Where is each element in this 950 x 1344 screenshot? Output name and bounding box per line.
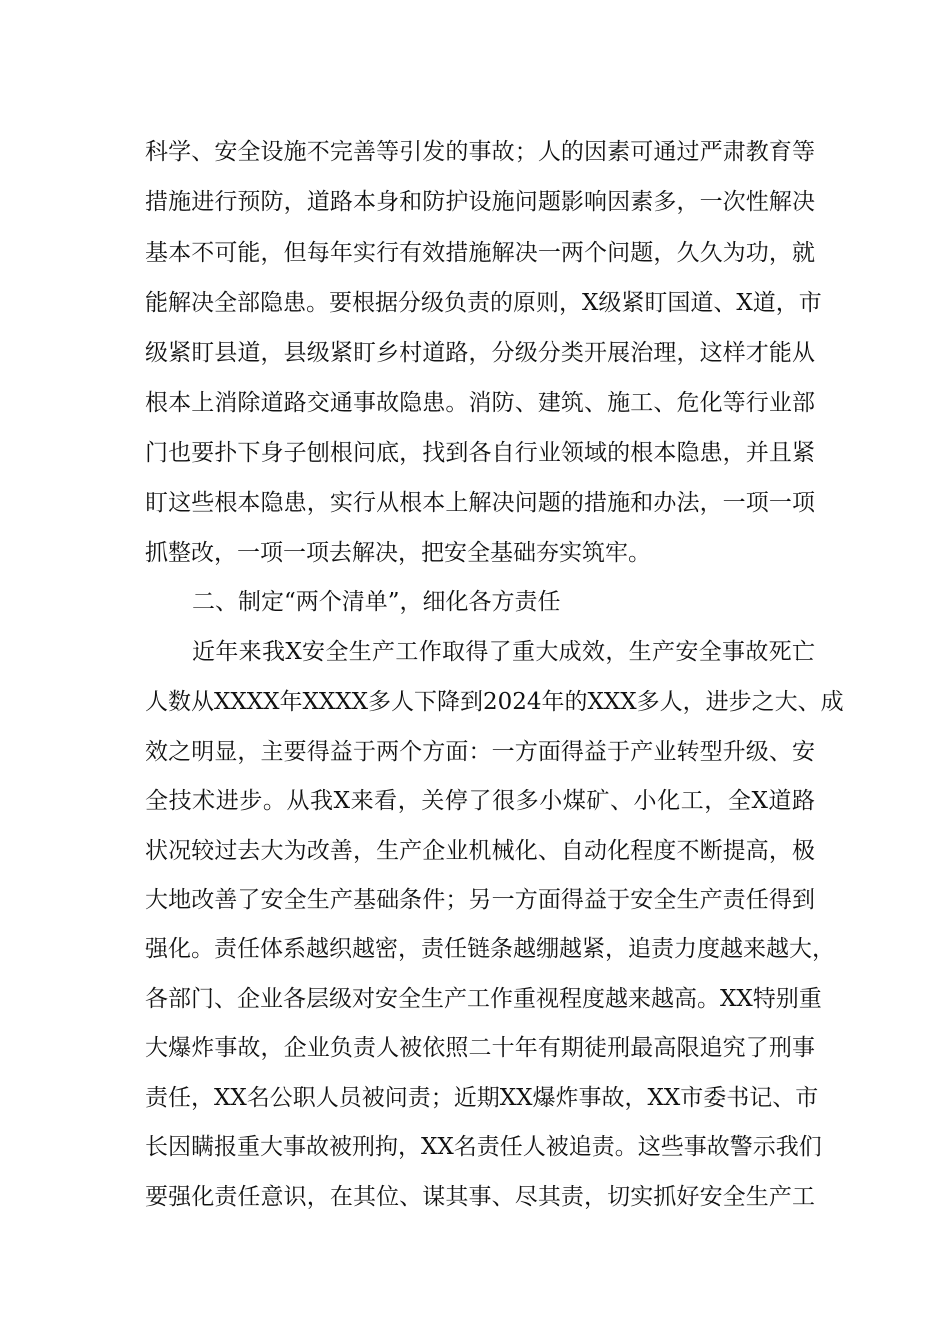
text-line-16: 大地改善了安全生产基础条件；另一方面得益于安全生产责任得到 [145,887,815,913]
text-line-3: 基本不可能，但每年实行有效措施解决一两个问题，久久为功，就 [145,240,815,266]
text-line-13: 效之明显，主要得益于两个方面：一方面得益于产业转型升级、安 [145,739,815,765]
text-line-11: 近年来我X安全生产工作取得了重大成效，生产安全事故死亡 [192,639,815,665]
text-line-20: 责任，XX名公职人员被问责；近期XX爆炸事故，XX市委书记、市 [145,1085,819,1111]
text-line-17: 强化。责任体系越织越密，责任链条越绷越紧，追责力度越来越大， [145,936,835,962]
text-line-5: 级紧盯县道，县级紧盯乡村道路，分级分类开展治理，这样才能从 [145,340,815,366]
text-line-4: 能解决全部隐患。要根据分级负责的原则，X级紧盯国道、X道，市 [145,290,822,316]
section-heading: 二、制定“两个清单”，细化各方责任 [192,589,561,615]
text-line-7: 门也要扑下身子刨根问底，找到各自行业领域的根本隐患，并且紧 [145,440,815,466]
text-line-6: 根本上消除道路交通事故隐患。消防、建筑、施工、危化等行业部 [145,390,815,416]
text-line-8: 盯这些根本隐患，实行从根本上解决问题的措施和办法，一项一项 [145,490,815,516]
text-line-21: 长因瞒报重大事故被刑拘，XX名责任人被追责。这些事故警示我们 [145,1134,822,1160]
text-line-15: 状况较过去大为改善，生产企业机械化、自动化程度不断提高，极 [145,838,815,864]
text-line-19: 大爆炸事故，企业负责人被依照二十年有期徒刑最高限追究了刑事 [145,1035,815,1061]
text-line-14: 全技术进步。从我X来看，关停了很多小煤矿、小化工，全X道路 [145,788,815,814]
text-line-9: 抓整改，一项一项去解决，把安全基础夯实筑牢。 [145,540,651,566]
text-line-2: 措施进行预防，道路本身和防护设施问题影响因素多，一次性解决 [145,189,815,215]
text-line-22: 要强化责任意识，在其位、谋其事、尽其责，切实抓好安全生产工 [145,1184,815,1210]
text-line-1: 科学、安全设施不完善等引发的事故；人的因素可通过严肃教育等 [145,139,815,165]
text-line-18: 各部门、企业各层级对安全生产工作重视程度越来越高。XX特别重 [145,986,822,1012]
text-line-12: 人数从XXXX年XXXX多人下降到2024年的XXX多人，进步之大、成 [145,689,844,715]
